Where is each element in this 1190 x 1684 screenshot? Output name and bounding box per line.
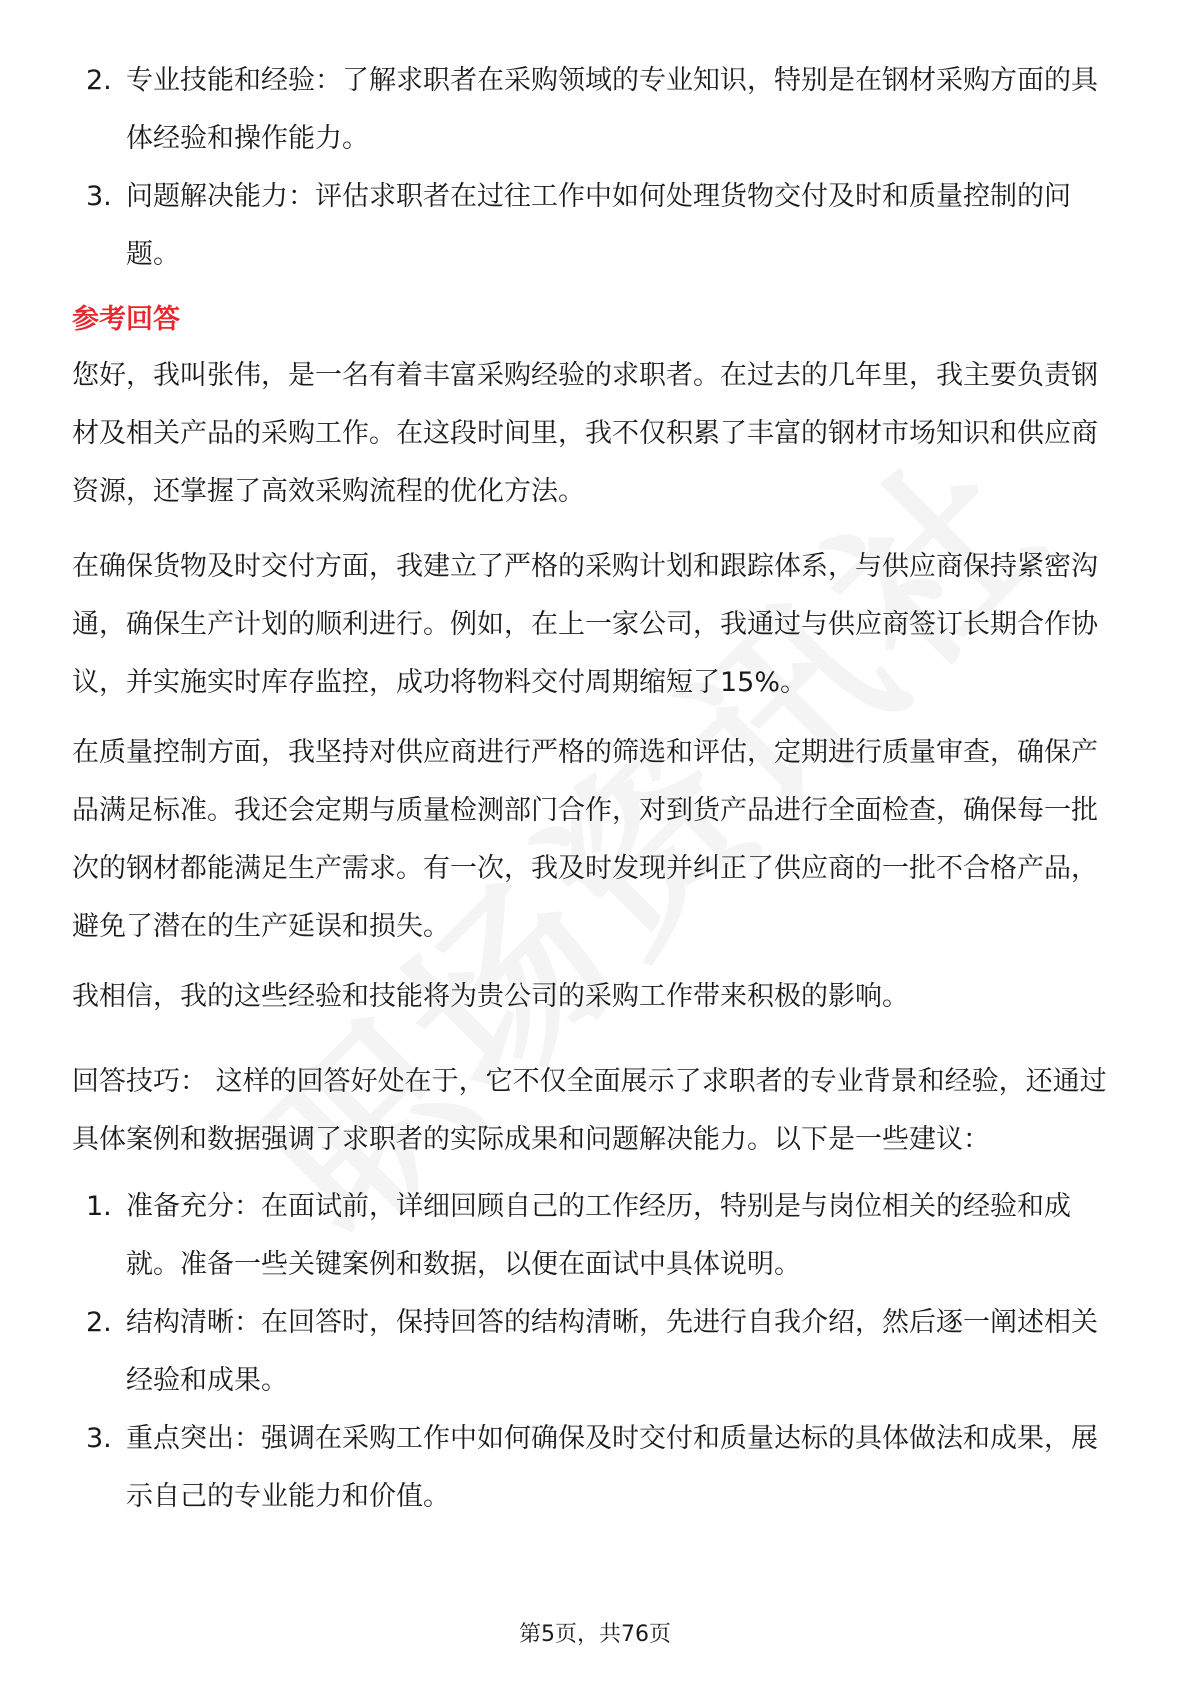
tips-paragraph: 回答技巧： 这样的回答好处在于，它不仅全面展示了求职者的专业背景和经验，还通过具体案例和数据强调了求职者的实际成果和问题解决能力。以下是一些建议： xyxy=(72,1066,1107,1155)
list-item xyxy=(72,52,1118,168)
list-item-text: 重点突出：强调在采购工作中如何确保及时交付和质量达标的具体做法和成果，展示自己的专业能力和价值。 xyxy=(126,1423,1098,1512)
list-number: 3. xyxy=(86,1423,112,1454)
list-number: 2. xyxy=(86,1307,112,1338)
answer-paragraph: 在确保货物及时交付方面，我建立了严格的采购计划和跟踪体系，与供应商保持紧密沟通，确保生产计划的顺利进行。例如，在上一家公司，我通过与供应商签订长期合作协议，并实施实时库存监控，成功将物料交付周期缩短了15%。 xyxy=(72,551,1098,698)
tips-list xyxy=(72,1178,1118,1526)
list-number: 3. xyxy=(86,181,112,212)
list-item xyxy=(72,1294,1118,1410)
list-item-text: 结构清晰：在回答时，保持回答的结构清晰，先进行自我介绍，然后逐一阐述相关经验和成果。 xyxy=(126,1307,1098,1396)
list-item xyxy=(72,168,1118,284)
answer-paragraph: 我相信，我的这些经验和技能将为贵公司的采购工作带来积极的影响。 xyxy=(72,981,909,1012)
list-number: 1. xyxy=(86,1191,112,1222)
section-heading: 参考回答 xyxy=(72,304,180,335)
list-item-text: 问题解决能力：评估求职者在过往工作中如何处理货物交付及时和质量控制的问题。 xyxy=(126,181,1071,270)
list-item-text: 专业技能和经验：了解求职者在采购领域的专业知识，特别是在钢材采购方面的具体经验和操作能力。 xyxy=(126,65,1098,154)
list-item xyxy=(72,1178,1118,1294)
criteria-list xyxy=(72,52,1118,284)
answer-paragraph: 在质量控制方面，我坚持对供应商进行严格的筛选和评估，定期进行质量审查，确保产品满足标准。我还会定期与质量检测部门合作，对到货产品进行全面检查，确保每一批次的钢材都能满足生产需求。有一次，我及时发现并纠正了供应商的一批不合格产品，避免了潜在的生产延误和损失。 xyxy=(72,737,1098,942)
list-item-text: 准备充分：在面试前，详细回顾自己的工作经历，特别是与岗位相关的经验和成就。准备一些关键案例和数据，以便在面试中具体说明。 xyxy=(126,1191,1071,1280)
answer-paragraph: 您好，我叫张伟，是一名有着丰富采购经验的求职者。在过去的几年里，我主要负责钢材及相关产品的采购工作。在这段时间里，我不仅积累了丰富的钢材市场知识和供应商资源，还掌握了高效采购流程的优化方法。 xyxy=(72,360,1098,507)
list-number: 2. xyxy=(86,65,112,96)
list-item xyxy=(72,1410,1118,1526)
page-footer: 第5页，共76页 xyxy=(519,1622,671,1647)
